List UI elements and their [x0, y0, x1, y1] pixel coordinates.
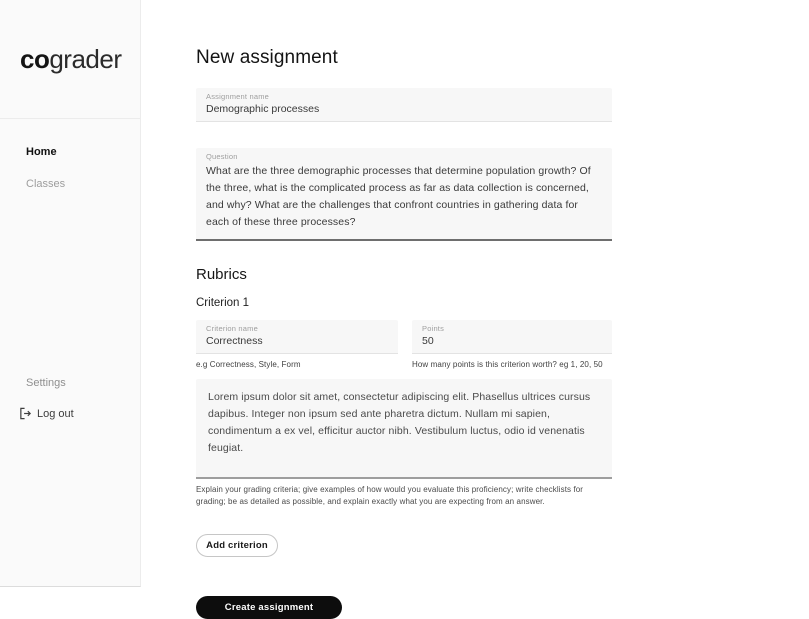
sidebar-footer [0, 368, 140, 429]
question-field[interactable] [196, 148, 612, 241]
points-helper: How many points is this criterion worth? eg 1, 20, 50 [412, 360, 603, 370]
sidebar-item-logout[interactable] [0, 398, 140, 429]
points-column [412, 320, 612, 369]
question-input[interactable]: What are the three demographic processes that determine population growth? Of the three, what is the complicated process as far as data collection is concerned, and why? What are the challenges that confront countries in gathering data for each of these three processes? [206, 165, 591, 229]
sidebar-item-classes[interactable] [0, 168, 140, 200]
logout-icon [19, 407, 32, 420]
criterion-description-helper: Explain your grading criteria; give examples of how would you evaluate this proficiency; write checklists for grading; be as detailed as possible, and explain exactly what you are expecting from an answer. [196, 484, 584, 507]
criterion-title: Criterion 1 [196, 297, 250, 310]
sidebar-item-settings[interactable] [0, 368, 140, 398]
assignment-name-label: Assignment name [206, 92, 270, 101]
sidebar-item-home-label: Home [26, 146, 57, 158]
sidebar-item-home[interactable] [0, 136, 140, 168]
criterion-description-field[interactable] [196, 379, 612, 478]
criterion-name-input[interactable]: Correctness [206, 335, 263, 348]
new-assignment-form [196, 47, 612, 619]
criterion-name-helper: e.g Correctness, Style, Form [196, 360, 301, 370]
main-area [141, 0, 809, 614]
points-field[interactable] [412, 320, 612, 354]
criterion-description-input[interactable]: Lorem ipsum dolor sit amet, consectetur adipiscing elit. Phasellus ultrices cursus dapibus. Integer non ipsum sed ante pharetra dictum. Nullam mi sapien, condimentum a ex vel, efficitur auctor nibh. Vestibulum luctus, odio id venenatis feugiat. [208, 391, 591, 454]
page-title: New assignment [196, 47, 338, 68]
assignment-name-input[interactable]: Demographic processes [206, 103, 320, 115]
rubrics-section-title: Rubrics [196, 266, 247, 284]
brand-wordmark-bold: co [20, 43, 50, 74]
criterion-fields-row [196, 320, 612, 369]
sidebar-item-settings-label: Settings [26, 377, 66, 389]
points-label: Points [422, 324, 445, 334]
points-input[interactable]: 50 [422, 335, 434, 348]
assignment-name-field[interactable] [196, 88, 612, 122]
criterion-name-label: Criterion name [206, 324, 258, 334]
sidebar-item-logout-label: Log out [37, 407, 74, 420]
brand-wordmark-light: grader [49, 43, 122, 74]
criterion-name-column [196, 320, 398, 369]
criterion-name-field[interactable] [196, 320, 398, 354]
create-assignment-button[interactable]: Create assignment [196, 596, 342, 619]
logo[interactable] [0, 0, 140, 119]
add-criterion-button[interactable]: Add criterion [196, 534, 278, 557]
sidebar [0, 0, 141, 587]
sidebar-nav [0, 119, 140, 200]
question-label: Question [206, 152, 238, 161]
brand-wordmark [20, 44, 122, 75]
sidebar-item-classes-label: Classes [26, 178, 66, 190]
